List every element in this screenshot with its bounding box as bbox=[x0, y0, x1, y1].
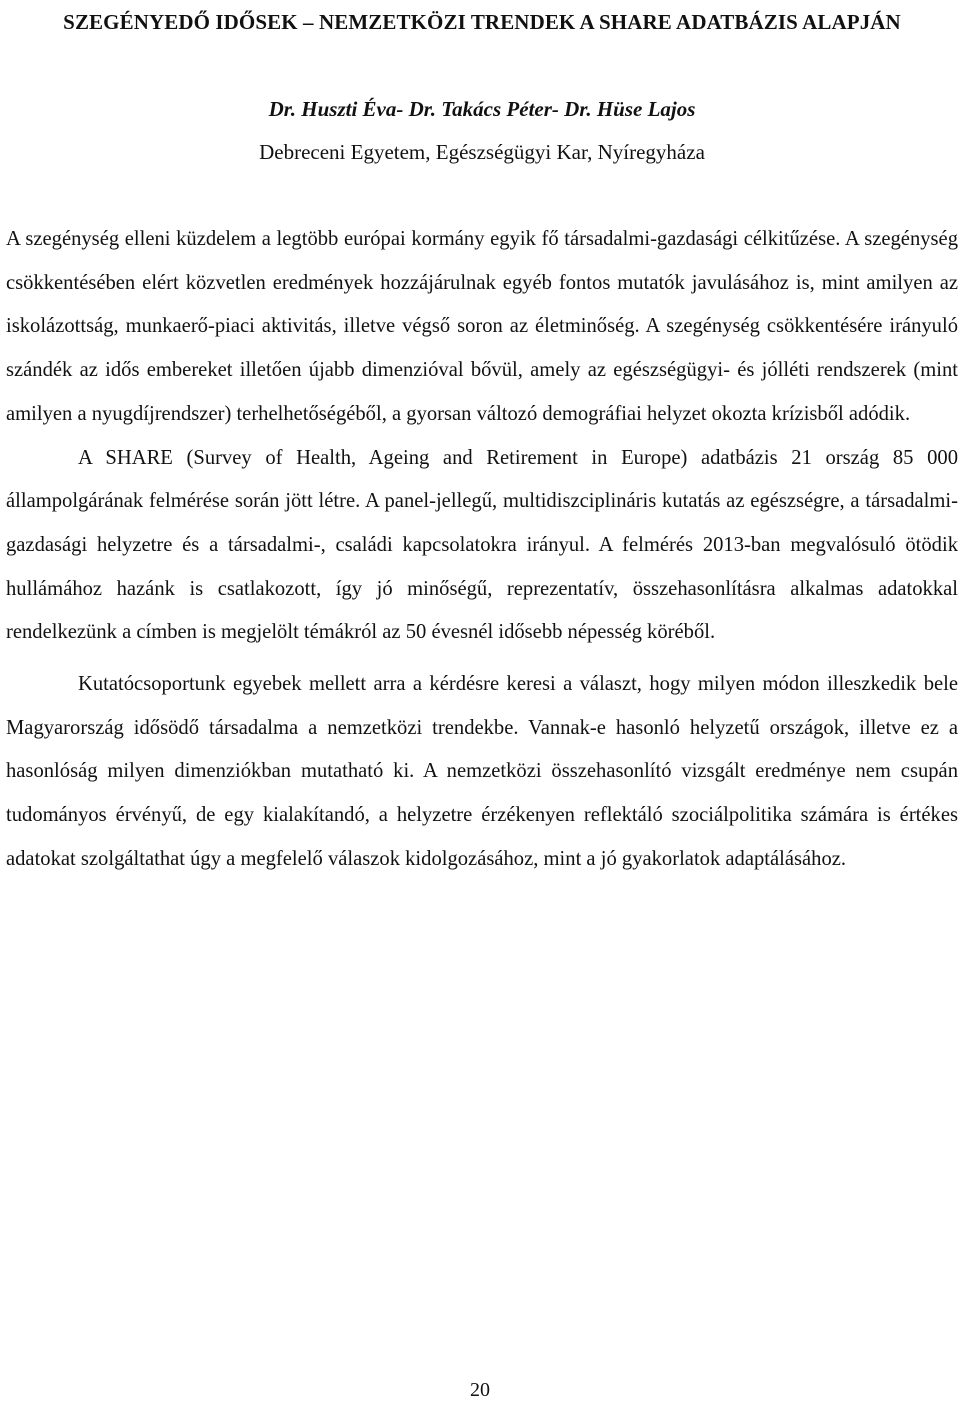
page-number: 20 bbox=[470, 1379, 490, 1401]
paragraph-share: A SHARE (Survey of Health, Ageing and Retirement in Europe) adatbázis 21 ország 85 000 állampolgárának felmérése során jött létre. A panel-jellegű, multidiszciplináris kutatás az egészségre, a társadalmi-gazdasági helyzetre és a társadalmi-, családi kapcsolatokra irányul. A felmérés 2013-ban megvalósuló ötödik hullámához hazánk is csatlakozott, így jó minőségű, reprezentatív, összehasonlításra alkalmas adatokkal rendelkezünk a címben is megjelölt témákról az 50 évesnél idősebb népesség köréből. bbox=[6, 446, 958, 644]
paragraph-research: Kutatócsoportunk egyebek mellett arra a kérdésre keresi a választ, hogy milyen módon illeszkedik bele Magyarország idősödő társadalma a nemzetközi trendekbe. Vannak-e hasonló helyzetű országok, illetve ez a hasonlóság milyen dimenziókban mutatható ki. A nemzetközi összehasonlító vizsgált eredménye nem csupán tudományos érvényű, de egy kialakítandó, a helyzetre érzékenyen reflektáló szociálpolitika számára is értékes adatokat szolgáltathat úgy a megfelelő válaszok kidolgozásához, mint a jó gyakorlatok adaptálásához. bbox=[6, 673, 958, 870]
document-title: SZEGÉNYEDŐ IDŐSEK – NEMZETKÖZI TRENDEK A SHARE ADATBÁZIS ALAPJÁN bbox=[63, 10, 901, 34]
paragraph-intro: A szegénység elleni küzdelem a legtöbb európai kormány egyik fő társadalmi-gazdasági célkitűzése. A szegénység csökkentésében elért közvetlen eredmények hozzájárulnak egyéb fontos mutatók javulásához is, mint amilyen az iskolázottság, munkaerő-piaci aktivitás, illetve végső soron az életminőség. A szegénység csökkentésére irányuló szándék az idős embereket illetően újabb dimenzióval bővül, amely az egészségügyi- és jólléti rendszerek (mint amilyen a nyugdíjrendszer) terhelhetőségéből, a gyorsan változó demográfiai helyzet okozta krízisből adódik. bbox=[6, 228, 958, 425]
body-text bbox=[6, 218, 958, 882]
affiliation: Debreceni Egyetem, Egészségügyi Kar, Nyíregyháza bbox=[259, 140, 705, 164]
author-list: Dr. Huszti Éva- Dr. Takács Péter- Dr. Hüse Lajos bbox=[268, 97, 696, 121]
document-page bbox=[6, 0, 958, 882]
